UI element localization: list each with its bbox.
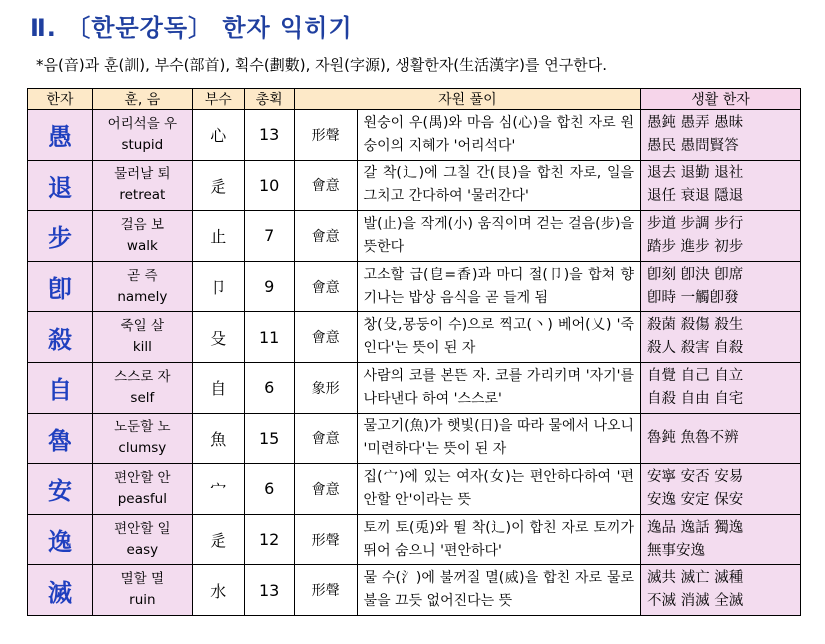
hanja-char: 逸 (28, 514, 93, 565)
meaning-english: self (130, 389, 155, 406)
daily-words-line-2: 踏步 進步 初步 (647, 238, 744, 255)
hanja-radical: 自 (192, 362, 244, 413)
hanja-daily-words (641, 413, 801, 464)
hanja-radical: 水 (192, 565, 244, 616)
hanja-strokes: 11 (244, 312, 294, 363)
daily-words-line-2: 卽時 一觸卽發 (647, 289, 739, 306)
hanja-char: 卽 (28, 261, 93, 312)
hanja-formation-type: 會意 (294, 413, 357, 464)
hanja-origin-text: 물고기(魚)가 햇빛(日)을 따라 물에서 나오니 '미련하다'는 뜻이 된 자 (357, 413, 641, 464)
hanja-meaning (92, 312, 192, 363)
hanja-meaning (92, 413, 192, 464)
hanja-formation-type: 會意 (294, 464, 357, 515)
hanja-meaning (92, 211, 192, 262)
hanja-char: 愚 (28, 110, 93, 161)
hanja-origin-text: 물 수(氵)에 불꺼질 멸(烕)을 합친 자로 물로 불을 끄듯 없어진다는 뜻 (357, 565, 641, 616)
meaning-english: clumsy (118, 440, 167, 457)
hanja-formation-type: 形聲 (294, 110, 357, 161)
hanja-radical: 殳 (192, 312, 244, 363)
daily-words-line-1: 魯鈍 魚魯不辨 (647, 429, 739, 446)
daily-words-line-1: 卽刻 卽決 卽席 (647, 266, 744, 283)
hanja-formation-type: 會意 (294, 211, 357, 262)
hanja-char: 步 (28, 211, 93, 262)
meaning-korean: 편안할 일 (114, 520, 171, 537)
hanja-origin-text: 토끼 토(兎)와 뛸 착(辶)이 합친 자로 토끼가 뛰어 숨으니 '편안하다' (357, 514, 641, 565)
header-strokes: 총획 (244, 89, 294, 110)
hanja-meaning (92, 110, 192, 161)
hanja-meaning (92, 514, 192, 565)
hanja-char: 退 (28, 160, 93, 211)
meaning-english: retreat (119, 187, 166, 204)
daily-words-line-1: 步道 步調 步行 (647, 215, 744, 232)
hanja-char: 滅 (28, 565, 93, 616)
table-row (28, 464, 801, 515)
hanja-char: 殺 (28, 312, 93, 363)
hanja-origin-text: 고소할 급(皀=香)과 마디 절(卩)을 합쳐 향기나는 밥상 음식을 곧 들게 됨 (357, 261, 641, 312)
hanja-origin-text: 원숭이 우(禺)와 마음 심(心)을 합친 자로 원숭이의 지혜가 '어리석다' (357, 110, 641, 161)
meaning-english: stupid (121, 136, 164, 153)
hanja-strokes: 15 (244, 413, 294, 464)
daily-words-line-2: 退任 衰退 隱退 (647, 188, 744, 205)
hanja-strokes: 9 (244, 261, 294, 312)
hanja-strokes: 6 (244, 362, 294, 413)
hanja-origin-text: 발(止)을 작게(小) 움직이며 걷는 걸음(步)을 뜻한다 (357, 211, 641, 262)
hanja-radical: 止 (192, 211, 244, 262)
daily-words-line-1: 殺菌 殺傷 殺生 (647, 317, 744, 334)
hanja-daily-words (641, 514, 801, 565)
table-row (28, 362, 801, 413)
table-row (28, 261, 801, 312)
hanja-char: 安 (28, 464, 93, 515)
meaning-english: namely (117, 288, 168, 305)
hanja-table (27, 88, 801, 616)
daily-words-line-2: 殺人 殺害 自殺 (647, 340, 744, 357)
hanja-meaning (92, 261, 192, 312)
daily-words-line-2: 無事安逸 (647, 542, 706, 559)
hanja-origin-text: 집(宀)에 있는 여자(女)는 편안하다하여 '편안할 안'이라는 뜻 (357, 464, 641, 515)
meaning-korean: 죽일 살 (120, 318, 165, 335)
meaning-korean: 노둔할 노 (114, 419, 171, 436)
table-row (28, 413, 801, 464)
meaning-english: easy (126, 541, 159, 558)
hanja-daily-words (641, 110, 801, 161)
table-header-row (28, 89, 801, 110)
hanja-radical: 魚 (192, 413, 244, 464)
hanja-meaning (92, 362, 192, 413)
meaning-english: peasful (117, 490, 167, 507)
meaning-korean: 멸할 멸 (120, 571, 165, 588)
hanja-radical: 辵 (192, 160, 244, 211)
meaning-korean: 곧 즉 (127, 267, 158, 284)
hanja-daily-words (641, 362, 801, 413)
hanja-strokes: 10 (244, 160, 294, 211)
daily-words-line-1: 愚鈍 愚弄 愚昧 (647, 114, 744, 131)
page-subtitle: *음(音)과 훈(訓), 부수(部首), 획수(劃數), 자원(字源), 생활한자(生活漢字)를 연구한다. (36, 56, 607, 74)
daily-words-line-2: 自殺 自由 自宅 (647, 390, 744, 407)
daily-words-line-1: 逸品 逸話 獨逸 (647, 519, 744, 536)
table-row (28, 110, 801, 161)
hanja-char: 自 (28, 362, 93, 413)
table-row (28, 211, 801, 262)
hanja-radical: 卩 (192, 261, 244, 312)
hanja-strokes: 6 (244, 464, 294, 515)
hanja-daily-words (641, 211, 801, 262)
hanja-strokes: 7 (244, 211, 294, 262)
hanja-daily-words (641, 565, 801, 616)
hanja-radical: 宀 (192, 464, 244, 515)
header-radical: 부수 (192, 89, 244, 110)
table-row (28, 514, 801, 565)
daily-words-line-1: 自覺 自己 自立 (647, 367, 744, 384)
header-hanja: 한자 (28, 89, 93, 110)
hanja-radical: 辵 (192, 514, 244, 565)
meaning-korean: 어리석을 우 (107, 115, 178, 132)
meaning-english: walk (126, 237, 158, 254)
meaning-korean: 물러날 퇴 (114, 166, 171, 183)
meaning-korean: 걸음 보 (120, 216, 165, 233)
hanja-radical: 心 (192, 110, 244, 161)
header-meaning: 훈, 음 (92, 89, 192, 110)
hanja-formation-type: 會意 (294, 160, 357, 211)
table-row (28, 565, 801, 616)
hanja-origin-text: 갈 착(辶)에 그칠 간(艮)을 합친 자로, 일을 그치고 간다하여 '물러간다' (357, 160, 641, 211)
meaning-english: kill (132, 339, 152, 356)
hanja-origin-text: 창(殳,몽둥이 수)으로 찍고(丶) 베어(乂) '죽인다'는 뜻이 된 자 (357, 312, 641, 363)
hanja-formation-type: 會意 (294, 312, 357, 363)
page-title: Ⅱ. 〔한문강독〕 한자 익히기 (30, 14, 353, 42)
hanja-daily-words (641, 261, 801, 312)
hanja-formation-type: 形聲 (294, 514, 357, 565)
hanja-meaning (92, 464, 192, 515)
table-row (28, 160, 801, 211)
daily-words-line-2: 愚民 愚問賢答 (647, 137, 739, 154)
header-daily-hanja: 생활 한자 (641, 89, 801, 110)
hanja-origin-text: 사람의 코를 본뜬 자. 코를 가리키며 '자기'를 나타낸다 하여 '스스로' (357, 362, 641, 413)
meaning-korean: 편안할 안 (114, 469, 171, 486)
daily-words-line-1: 安寧 安否 安易 (647, 468, 744, 485)
hanja-strokes: 12 (244, 514, 294, 565)
hanja-daily-words (641, 312, 801, 363)
hanja-meaning (92, 160, 192, 211)
daily-words-line-2: 安逸 安定 保安 (647, 491, 744, 508)
hanja-strokes: 13 (244, 110, 294, 161)
hanja-daily-words (641, 464, 801, 515)
hanja-formation-type: 會意 (294, 261, 357, 312)
meaning-korean: 스스로 자 (114, 368, 171, 385)
table-row (28, 312, 801, 363)
header-origin: 자원 풀이 (294, 89, 640, 110)
hanja-char: 魯 (28, 413, 93, 464)
daily-words-line-2: 不滅 消滅 全滅 (647, 593, 744, 610)
daily-words-line-1: 滅共 滅亡 滅種 (647, 570, 744, 587)
hanja-meaning (92, 565, 192, 616)
hanja-strokes: 13 (244, 565, 294, 616)
hanja-formation-type: 象形 (294, 362, 357, 413)
hanja-daily-words (641, 160, 801, 211)
meaning-english: ruin (129, 592, 156, 609)
hanja-formation-type: 形聲 (294, 565, 357, 616)
daily-words-line-1: 退去 退勤 退社 (647, 165, 744, 182)
